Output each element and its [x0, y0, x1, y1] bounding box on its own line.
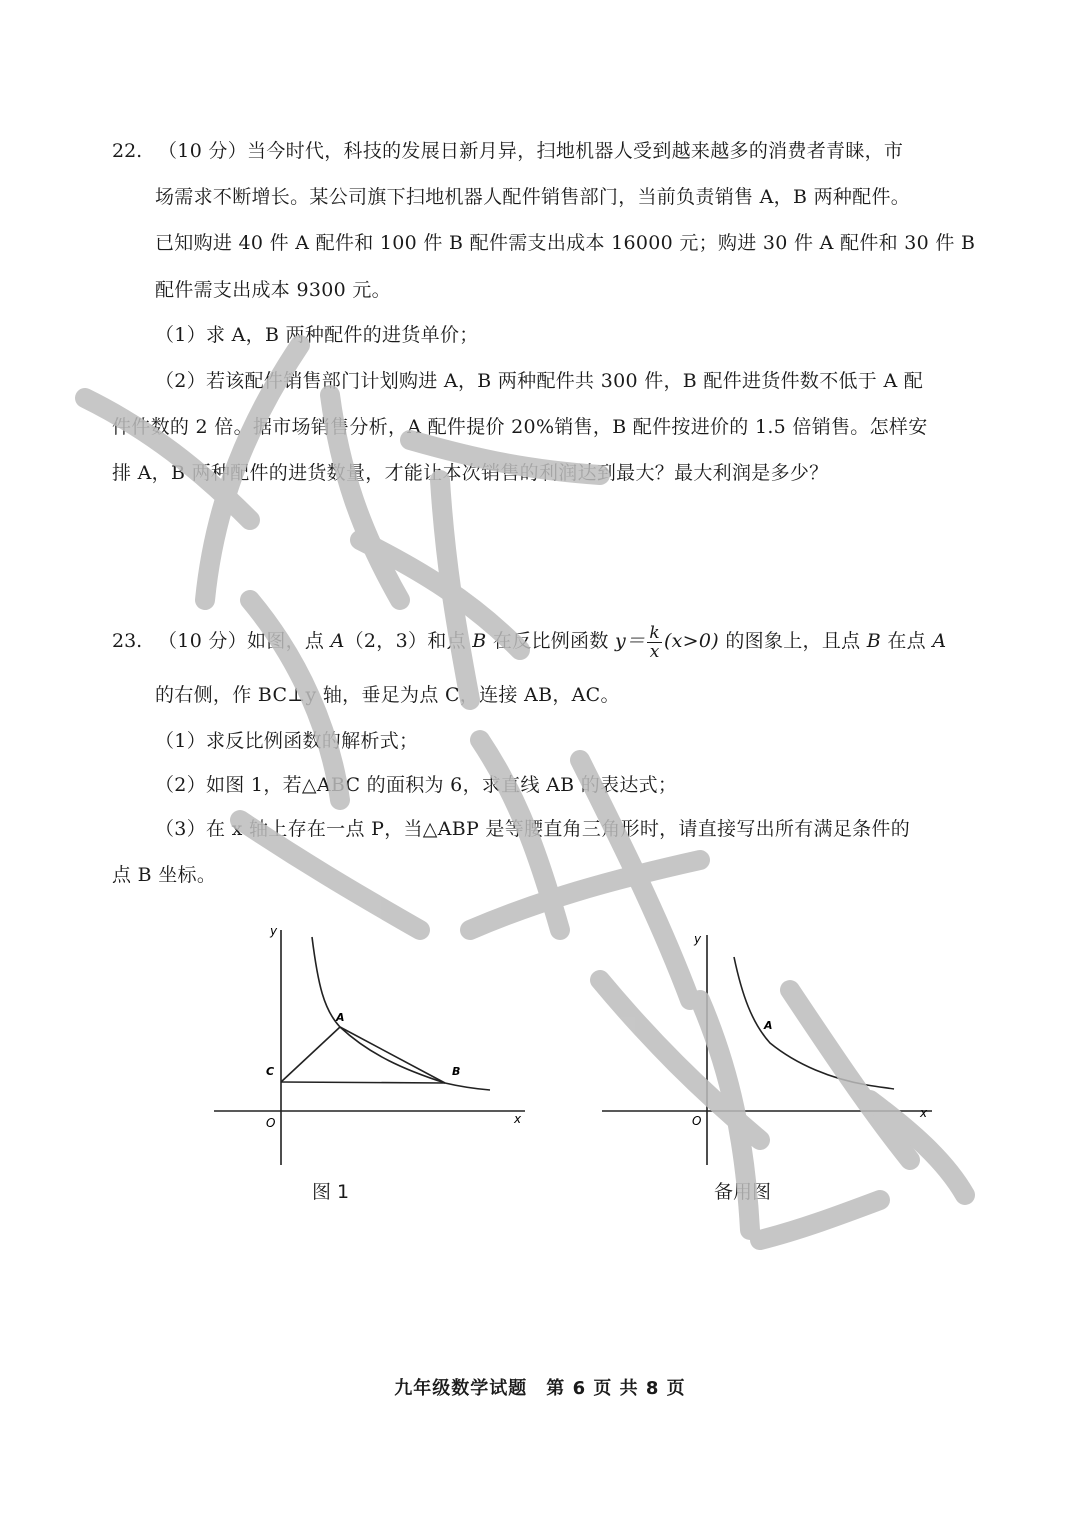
text-run: 在反比例函数	[486, 630, 615, 652]
sub-question-1: （1）求反比例函数的解析式；	[155, 730, 419, 752]
sub-question-2: （2）如图 1，若△ABC 的面积为 6，求直线 AB 的表达式；	[155, 774, 678, 796]
point-label: A	[330, 630, 345, 652]
y-axis-label: y	[694, 932, 702, 946]
x-axis-label: x	[920, 1106, 928, 1120]
segment-ac	[281, 1027, 340, 1082]
sub-question-2: （2）若该配件销售部门计划购进 A，B 两种配件共 300 件，B 配件进货件数不低于 A 配	[155, 370, 924, 392]
point-label: B	[866, 630, 882, 652]
figure-1	[200, 915, 540, 1175]
point-c-label: C	[266, 1065, 275, 1078]
origin-label: O	[692, 1114, 702, 1128]
backup-figure	[592, 915, 942, 1175]
question-text-line	[158, 616, 946, 666]
point-a-label: A	[336, 1011, 345, 1024]
question-text-line: 已知购进 40 件 A 配件和 100 件 B 配件需支出成本 16000 元；购进 30 件 A 配件和 30 件 B	[155, 232, 976, 254]
point-label: B	[472, 630, 487, 652]
coordinate: （2，3）	[344, 630, 428, 652]
question-text-line: 点 B 坐标。	[112, 864, 217, 886]
figure-1-caption: 图 1	[312, 1181, 350, 1203]
question-text-line: 配件需支出成本 9300 元。	[155, 279, 391, 301]
hyperbola-curve	[734, 957, 894, 1089]
question-text-line: （10 分）当今时代，科技的发展日新月异，扫地机器人受到越来越多的消费者青睐，市	[158, 140, 904, 162]
point-label: A	[932, 630, 947, 652]
segment-bc	[281, 1082, 445, 1083]
fraction-denominator: x	[649, 641, 660, 662]
question-text-line: 场需求不断增长。某公司旗下扫地机器人配件销售部门，当前负责销售 A，B 两种配件。	[155, 186, 911, 208]
text-run: 的图象上，且点	[719, 630, 867, 652]
fraction	[647, 624, 662, 661]
x-axis-label: x	[514, 1112, 522, 1126]
question-text-line: 件件数的 2 倍。据市场销售分析，A 配件提价 20%销售，B 配件按进价的 1.5 倍销售。怎样安	[112, 416, 928, 438]
domain: (x>0)	[663, 630, 719, 652]
point-a-label: A	[764, 1019, 773, 1032]
y-axis-label: y	[270, 924, 278, 938]
origin-label: O	[266, 1116, 276, 1130]
text-run: 和点	[427, 630, 473, 652]
sub-question-1: （1）求 A，B 两种配件的进货单价；	[155, 324, 479, 346]
segment-ab	[340, 1027, 445, 1083]
page-footer: 九年级数学试题 第 6 页 共 8 页	[394, 1378, 686, 1399]
text-run: 在点	[881, 630, 933, 652]
question-text-line: 排 A，B 两种配件的进货数量，才能让本次销售的利润达到最大？最大利润是多少？	[112, 462, 829, 484]
text-run: （10 分）如图，点	[158, 630, 331, 652]
watermark-stroke	[440, 480, 470, 700]
question-number: 23.	[112, 630, 143, 652]
fraction-numerator: k	[649, 622, 660, 643]
question-text-line: 的右侧，作 BC⊥y 轴，垂足为点 C，连接 AB，AC。	[155, 684, 620, 706]
point-b-label: B	[452, 1065, 461, 1078]
function-lhs: y＝	[614, 630, 646, 652]
sub-question-3: （3）在 x 轴上存在一点 P，当△ABP 是等腰直角三角形时，请直接写出所有满足条件的	[155, 818, 911, 840]
backup-figure-caption: 备用图	[714, 1181, 772, 1203]
watermark-stroke	[760, 1200, 880, 1240]
question-number: 22.	[112, 140, 143, 162]
